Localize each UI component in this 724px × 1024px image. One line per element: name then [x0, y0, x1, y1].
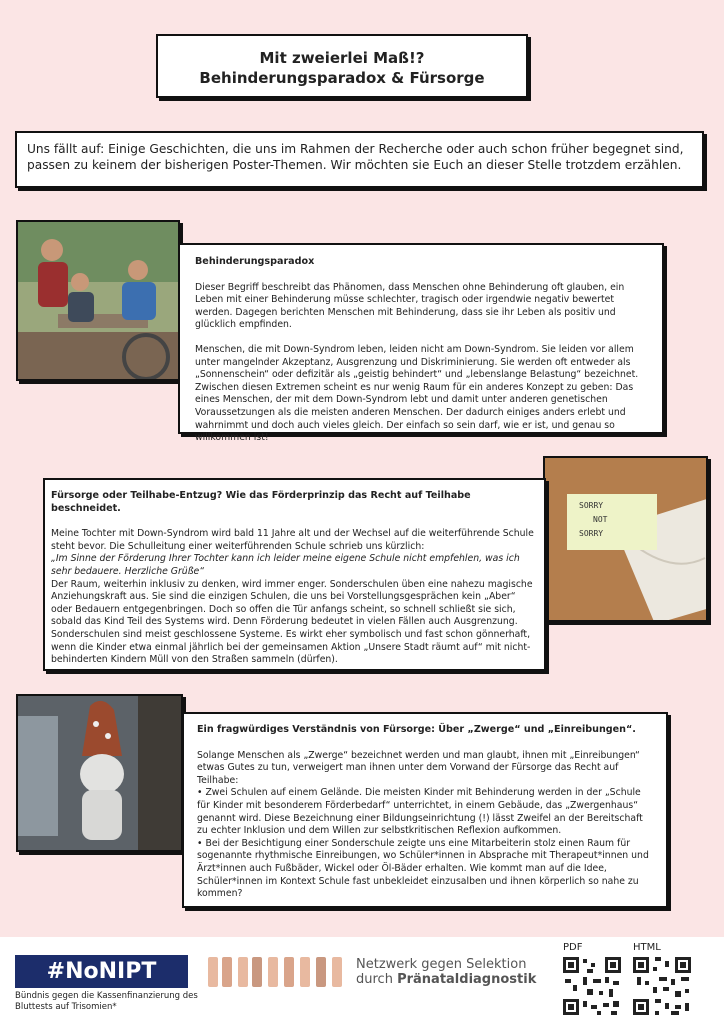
title-line-2: Behinderungsparadox & Fürsorge [199, 69, 485, 87]
section1-heading: Behinderungsparadox [195, 256, 315, 267]
nonipt-logo[interactable]: #NoNIPT [15, 955, 188, 988]
section-behinderungsparadox [178, 243, 664, 444]
photo-garden-gnome [16, 694, 183, 852]
qr-code-pdf[interactable] [561, 955, 623, 1017]
network-line-2 [356, 972, 536, 987]
network-logo[interactable] [208, 955, 568, 995]
photo-people-at-table [16, 220, 180, 381]
section1-paragraph-2: Menschen, die mit Down-Syndrom leben, leiden nicht am Down-Syndrom. Sie leiden vor allem unter mangelnder Akzeptanz, Ausgrenzung und Diskriminierung. Sie werden oft entweder als „Sonnenschein“ oder defizitär als „geistig behindert“ und „lebenslange Belastung“ bezeichnet. Zwischen diesen Extremen scheint es nur wenig Raum für ein anderes Konzept zu geben: Das eines Menschen, der mit dem Down-Syndrom lebt und damit unter anderen genetischen Voraussetzungen als die meisten anderen Menschen. Der dadurch einiges anders erlebt und wahrnimmt und doch auch vieles gleich. Der einfach so sein darf, wie er ist, und genau so willkommen ist! [195, 343, 639, 444]
photo-people-illustration [18, 222, 180, 381]
section3-bullet-2: • Bei der Besichtigung einer Sonderschule zeigte uns eine Mitarbeiterin stolz einen Raum für sogenannte rhythmische Einreibungen, wo Schüler*innen in Absprache mit Therapeut*innen und Ärzt*innen auch Fußbäder, Wickel oder Öl-Bäder erhalten. Wie kommt man auf die Idee, Schüler*innen im Kontext Schule fast unbekleidet einzusalben und ihnen körperlich so nahe zu kommen? [197, 837, 649, 900]
section3-bullet-1: • Zwei Schulen auf einem Gelände. Die meisten Kinder mit Behinderung werden in der „Schule für Kinder mit besonderem Förderbedarf“ unterrichtet, in einem Gebäude, das „Zwergenhaus“ genannt wird. Diese Bezeichnung einer Bildungseinrichtung (!) lässt Zweifel an der Bereitschaft zu echter Inklusion und dem Willen zur selbstkritischen Reflexion aufkommen. [197, 787, 643, 837]
qr-pdf-label: PDF [563, 942, 583, 953]
section-fuersorge-teilhabe [43, 478, 546, 671]
poster-title [156, 34, 528, 98]
section2-heading: Fürsorge oder Teilhabe-Entzug? Wie das Förderprinzip das Recht auf Teilhabe beschneidet. [51, 490, 471, 514]
title-line-1: Mit zweierlei Maß!? [259, 49, 425, 67]
qr-code-icon [631, 955, 693, 1017]
network-name [356, 957, 536, 987]
section-zwerge-einreibungen [182, 712, 668, 908]
network-line-2a: durch [356, 972, 398, 987]
section1-paragraph-1: Dieser Begriff beschreibt das Phänomen, dass Menschen ohne Behinderung oft glauben, ein Leben mit einer Behinderung müsse schlechter, tragisch oder irgendwie negativ bewertet werden. Dagegen berichten Menschen mit Behinderung, dass sie ihr Leben als positiv und glücklich empfinden. [195, 281, 625, 331]
nonipt-subtitle: Bündnis gegen die Kassenfinanzierung des Bluttests auf Trisomien* [15, 991, 198, 1012]
note-line-1: SORRY [579, 501, 604, 510]
qr-code-html[interactable] [631, 955, 693, 1017]
sticky-note [567, 494, 657, 550]
note-line-3: SORRY [579, 529, 604, 538]
section2-quote [51, 553, 536, 578]
network-line-1: Netzwerk gegen Selektion [356, 957, 527, 972]
intro-box: Uns fällt auf: Einige Geschichten, die uns im Rahmen der Recherche oder auch schon früher begegnet sind, passen zu keinem der bisherigen Poster-Themen. Wir möchten sie Euch an dieser Stelle trotzdem erzählen. [15, 131, 704, 188]
section3-heading: Ein fragwürdiges Verständnis von Fürsorge: Über „Zwerge“ und „Einreibungen“. [197, 724, 636, 735]
note-line-2: NOT [593, 515, 608, 524]
photo-sorry-note [543, 456, 708, 622]
network-line-2b: Pränataldiagnostik [397, 972, 537, 987]
section2-paragraph-1: Meine Tochter mit Down-Syndrom wird bald 11 Jahre alt und der Wechsel auf die weiterführende Schule steht bevor. Die Schulleitung einer weiterführenden Schule schrieb uns kürzlich: [51, 528, 534, 552]
section2-paragraph-2: Der Raum, weiterhin inklusiv zu denken, wird immer enger. Sonderschulen üben eine nahezu magische Anziehungskraft aus. Sie sind die einzigen Schulen, die uns bei Vorstellungsgesprächen kein „Aber“ oder Bedauern entgegenbringen. Doch so offen die Tür anfangs scheint, so schnell schließt sie sich, sobald das Kind Teil des Systems wird. Denn Förderung bedeutet in vielen Fällen auch Ausgrenzung. Sonderschulen sind meist geschlossene Systeme. Es wirkt eher symbolisch und fast schon gönnerhaft, wenn die Kinder etwa einmal jährlich bei der gemeinsamen Aktion „Unsere Stadt räumt auf“ mit nicht-behinderten Kindern Müll von den Straßen sammeln (dürfen). [51, 578, 533, 666]
qr-code-icon [561, 955, 623, 1017]
gnome-illustration [18, 696, 183, 852]
qr-html-label: HTML [633, 942, 661, 953]
network-stripes-icon [208, 955, 348, 989]
section3-paragraph-1: Solange Menschen als „Zwerge“ bezeichnet werden und man glaubt, ihnen mit „Einreibungen“ etwas Gutes zu tun, verweigert man ihnen unter dem Vorwand der Fürsorge das Recht auf Teilhabe: [197, 749, 640, 786]
section2-quote-text: „Im Sinne der Förderung Ihrer Tochter kann ich leider meine eigene Schule nicht empfehlen, was ich sehr bedauere. Herzliche Grüße“ [51, 553, 520, 577]
